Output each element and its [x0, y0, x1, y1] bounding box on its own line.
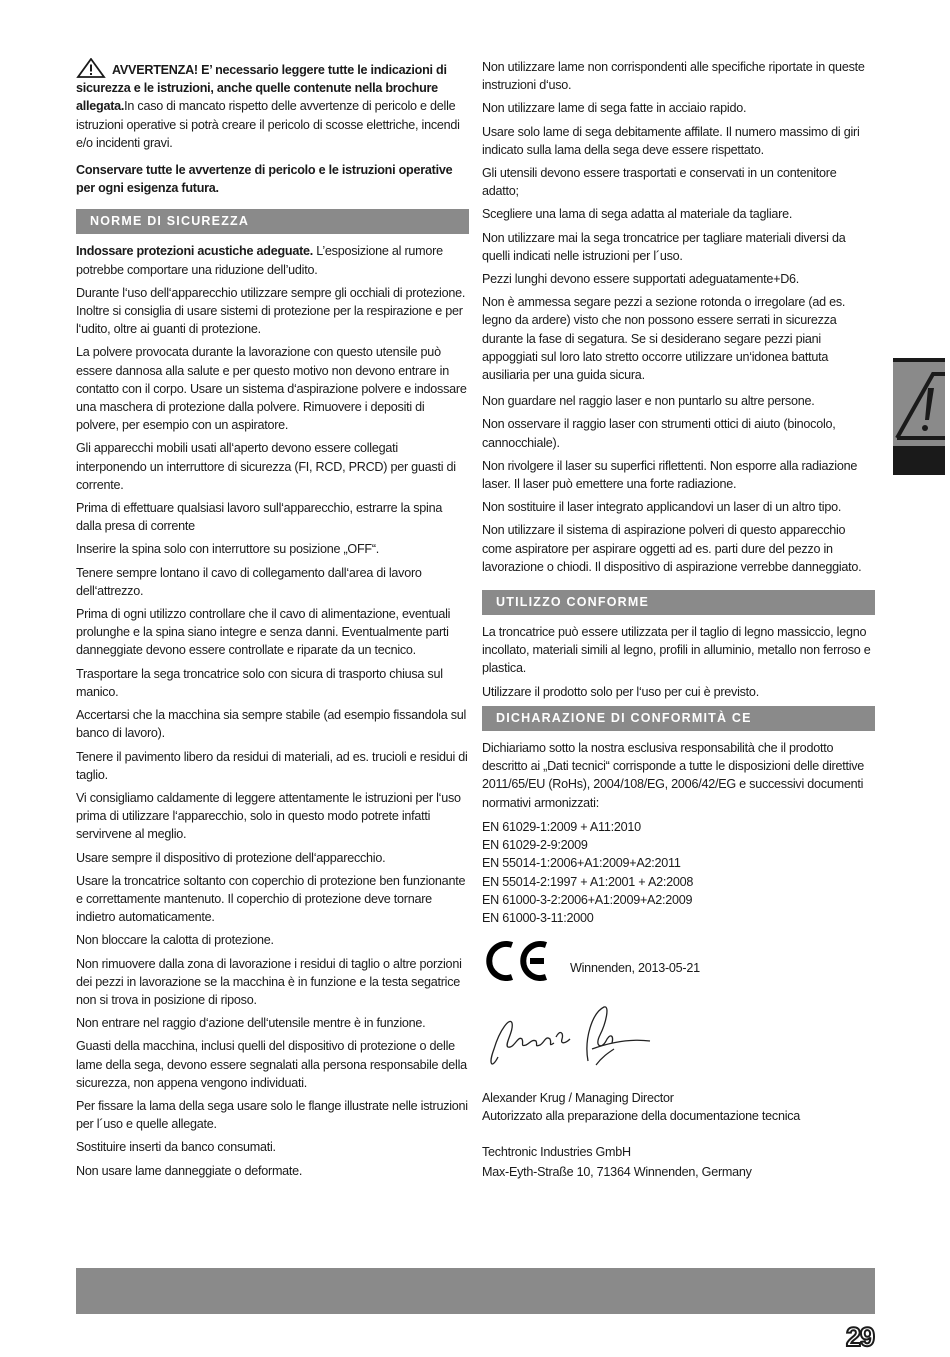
safety-item: Tenere il pavimento libero da residui di materiali, ad es. trucioli e residui di taglio. [76, 749, 468, 782]
safety-first-text: L’esposizione al rumore potrebbe comportare una riduzione dell’udito. [76, 244, 443, 277]
safety-item: Non bloccare la calotta di protezione. [76, 933, 274, 948]
safety-item: Gli apparecchi mobili usati all‘aperto devono essere collegati interponendo un interruttore di sicurezza (FI, RCD, PRCD) per guasti di corrente. [76, 441, 456, 492]
laser-safety-item: Non utilizzare il sistema di aspirazione polveri di questo apparecchio come aspiratore per aspirare oggetti ad es. parti dure del pezzo in lavorazione o chiodi. Il dispositivo di aspirazione verrebbe danneggiato. [482, 523, 862, 574]
standard-item: EN 61029-2-9:2009 [482, 838, 588, 852]
safety-item: Accertarsi che la macchina sia sempre stabile (ad esempio fissandola sul banco di lavoro). [76, 708, 467, 741]
left-column [76, 58, 469, 1185]
conformity-heading: DICHARAZIONE DI CONFORMITÀ CE [482, 706, 875, 731]
right-column [482, 58, 875, 1182]
keep-instructions-note: Conservare tutte le avvertenze di pericolo e le istruzioni operative per ogni esigenza futura. [76, 163, 453, 196]
safety-item: Non utilizzare mai la sega troncatrice per tagliare materiali diversi da quelli indicati nelle istruzioni per l´uso. [482, 230, 846, 263]
standard-item: EN 61029-1:2009 + A11:2010 [482, 819, 641, 834]
laser-safety-item: Non rivolgere il laser su superfici riflettenti. Non esporre alla radiazione laser. Il laser può emettere una forte radiazione. [482, 458, 858, 492]
safety-item: Non rimuovere dalla zona di lavorazione i residui di taglio o altre porzioni dei pezzi in lavorazione se la macchina è in funzione e la testa segatrice non si trova in posizione di riposo. [76, 956, 462, 1007]
safety-item: Pezzi lunghi devono essere supportati adeguatamente+D6. [482, 272, 800, 287]
laser-safety-item: Non guardare nel raggio laser e non puntarlo su altre persone. [482, 394, 815, 409]
safety-first-item [76, 242, 469, 278]
safety-item: Per fissare la lama della sega usare solo le flange illustrate nelle istruzioni per l´uso e quelle allegate. [76, 1098, 468, 1132]
safety-item: Tenere sempre lontano il cavo di collegamento dall‘area di lavoro dell‘attrezzo. [76, 565, 422, 598]
safety-item: Prima di effettuare qualsiasi lavoro sull‘apparecchio, estrarre la spina dalla presa di corrente [76, 501, 443, 534]
safety-item: Sostituire inserti da banco consumati. [76, 1140, 276, 1155]
exclamation-icon [893, 362, 945, 446]
safety-item: Scegliere una lama di sega adatta al materiale da tagliare. [482, 207, 793, 222]
standard-item: EN 55014-1:2006+A1:2009+A2:2011 [482, 856, 681, 871]
safety-first-bold: Indossare protezioni acustiche adeguate. [76, 244, 314, 259]
safety-item: Gli utensili devono essere trasportati e conservati in un contenitore adatto; [482, 166, 837, 199]
ce-mark-icon [486, 939, 550, 983]
conformity-declaration: Dichiariamo sotto la nostra esclusiva responsabilità che il prodotto descritto ai „Dati tecnici“ corrisponde a tutte le disposizioni delle direttive 2011/65/EU (RoHs), 2004/108/EG, 2006/42/EG e successivi documenti normativi armonizzati: [482, 740, 865, 810]
safety-list-right [482, 58, 875, 384]
intended-use-paragraph: Utilizzare il prodotto solo per l‘uso per cui è previsto. [482, 684, 759, 699]
company-name: Techtronic Industries GmbH [482, 1145, 631, 1160]
safety-heading: NORME DI SICUREZZA [76, 209, 469, 234]
safety-item: Non è ammessa segare pezzi a sezione rotonda o irregolare (ad es. legno da ardere) visto che non possono essere serrati in sicurezza durante la fase di segatura. Se si desiderano segare pezzi piani appoggiati sul loro lato stretto occorre utilizzare un‘idonea battuta ausiliaria per una guida sicura. [482, 295, 846, 383]
safety-item: Usare solo lame di sega debitamente affilate. Il numero massimo di giri indicato sulla lama della sega deve essere rispettato. [482, 124, 860, 157]
safety-item: Vi consigliamo caldamente di leggere attentamente le istruzioni per l‘uso prima di utilizzare l‘apparecchio, solo in questo modo potrete infatti servirvene al meglio. [76, 790, 461, 842]
intended-use-heading: UTILIZZO CONFORME [482, 590, 875, 615]
warning-text: In caso di mancato rispetto delle avvertenze di pericolo e delle istruzioni operative si potrà creare il pericolo di scosse elettriche, incendi e/o incidenti gravi. [76, 99, 460, 150]
signatory-authorization: Autorizzato alla preparazione della documentazione tecnica [482, 1108, 801, 1123]
standards-list [482, 818, 875, 928]
safety-item: Guasti della macchina, inclusi quelli del dispositivo di protezione o delle lame della sega, devono essere segnalati alla persona responsabile della sicurezza, non appena vengono individuati. [76, 1039, 467, 1090]
ce-row [482, 937, 875, 995]
safety-item: Usare la troncatrice soltanto con coperchio di protezione ben funzionante e correttamente mantenuto. Il coperchio di protezione deve tornare indietro automaticamente. [76, 873, 466, 925]
standard-item: EN 61000-3-2:2006+A1:2009+A2:2009 [482, 892, 693, 907]
page-number: 29 [845, 1322, 875, 1352]
footer-bar [76, 1268, 875, 1314]
safety-item: Inserire la spina solo con interruttore su posizione „OFF“. [76, 542, 380, 557]
safety-item: Non usare lame danneggiate o deformate. [76, 1163, 303, 1178]
safety-item: Non utilizzare lame di sega fatte in acciaio rapido. [482, 101, 747, 116]
laser-safety-item: Non sostituire il laser integrato applicandovi un laser di un altro tipo. [482, 500, 842, 515]
safety-item: Non utilizzare lame non corrispondenti alle specifiche riportate in queste instruzioni d‘uso. [482, 60, 865, 93]
warning-paragraph [76, 58, 469, 152]
intended-use-paragraph: La troncatrice può essere utilizzata per il taglio di legno massiccio, legno incollato, materiali simili al legno, profili in alluminio, metallo non ferroso e plastica. [482, 625, 871, 676]
standard-item: EN 61000-3-11:2000 [482, 911, 594, 926]
safety-item: La polvere provocata durante la lavorazione con questo utensile può essere dannosa alla salute e per questo motivo non devono entrare in contatto con il corpo. Usare un sistema d‘aspirazione polvere e indossare una maschera di protezione dalla polvere. Rimuovere i depositi di polvere, per esempio con un aspiratore. [76, 345, 467, 433]
safety-item: Trasportare la sega troncatrice solo con sicura di trasporto chiusa sul manico. [76, 666, 443, 699]
safety-item: Durante l‘uso dell‘apparecchio utilizzare sempre gli occhiali di protezione. Inoltre si consiglia di usare sistemi di protezione per la respirazione e per l‘udito, oltre ai guanti di protezione. [76, 285, 466, 337]
place-date: Winnenden, 2013-05-21 [570, 961, 700, 976]
company-address: Max-Eyth-Straße 10, 71364 Winnenden, Germany [482, 1165, 752, 1180]
safety-item: Prima di ogni utilizzo controllare che il cavo di alimentazione, eventuali prolunghe e la spina siano integre e senza danni. Eventualmente parti danneggiate devono essere controllate e riparate da un tecnico. [76, 607, 451, 658]
laser-safety-list [482, 392, 875, 576]
laser-safety-item: Non osservare il raggio laser con strumenti ottici di aiuto (binocolo, cannocchiale). [482, 417, 836, 450]
intended-use-text [482, 623, 875, 701]
safety-list-left [76, 284, 469, 1180]
warning-bold-lead: AVVERTENZA! E’ necessario leggere tutte le indicazioni di sicurezza e le istruzioni, anche quelle contenute nella brochure allegata. [76, 63, 447, 114]
safety-item: Usare sempre il dispositivo di protezione dell‘apparecchio. [76, 850, 386, 865]
signatory-name: Alexander Krug / Managing Director [482, 1090, 674, 1105]
warning-triangle-icon [76, 58, 106, 78]
signature-image [484, 999, 654, 1079]
safety-item: Non entrare nel raggio d‘azione dell‘utensile mentre è in funzione. [76, 1016, 426, 1031]
standard-item: EN 55014-2:1997 + A1:2001 + A2:2008 [482, 874, 694, 889]
